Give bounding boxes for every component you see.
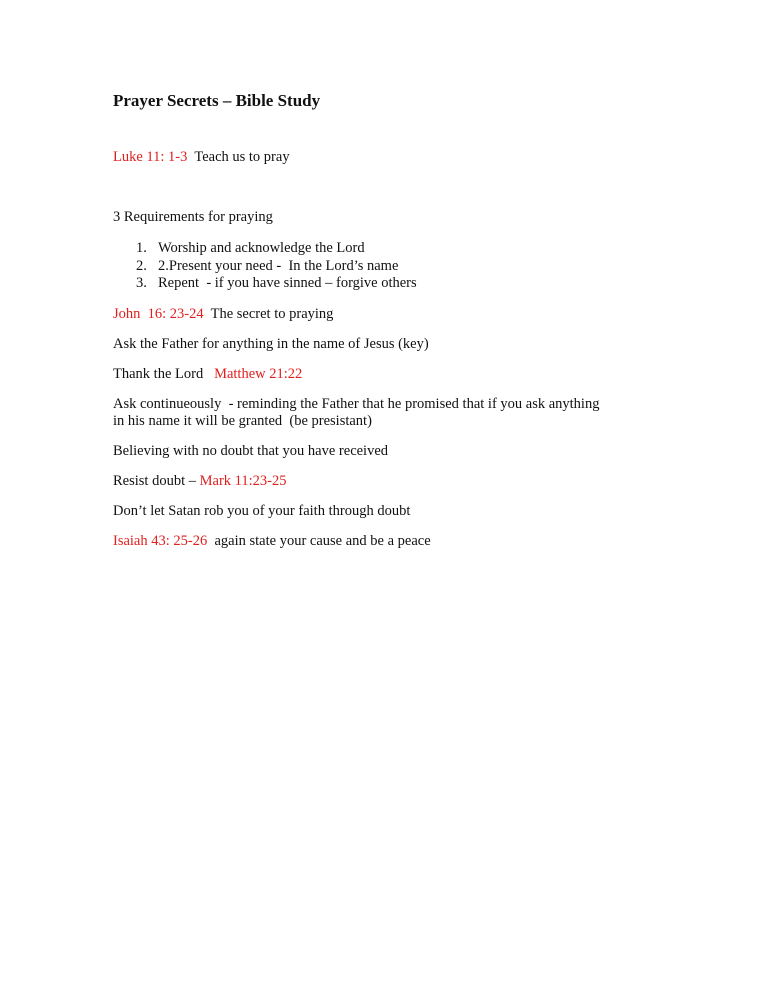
list-number: 1.	[136, 240, 147, 256]
ask-continuously-line-1: Ask continueously - reminding the Father that he promised that if you ask anything	[113, 395, 600, 412]
isaiah-reference: Isaiah 43: 25-26	[113, 532, 208, 549]
john-line	[113, 306, 673, 323]
resist-line	[113, 473, 673, 490]
luke-text: Teach us to pray	[187, 149, 290, 165]
page-title: Prayer Secrets – Bible Study	[113, 91, 321, 110]
requirements-list	[113, 240, 673, 293]
isaiah-text: again state your cause and be a peace	[207, 532, 431, 549]
list-number: 3.	[136, 275, 147, 291]
luke-reference: Luke 11: 1-3	[113, 149, 188, 165]
john-reference: John 16: 23-24	[113, 305, 204, 322]
list-text: Worship and acknowledge the Lord	[158, 240, 365, 256]
satan-line: Don’t let Satan rob you of your faith through doubt	[113, 502, 411, 519]
list-text: Repent - if you have sinned – forgive others	[158, 275, 417, 291]
list-item	[113, 240, 673, 258]
isaiah-line	[113, 533, 673, 550]
list-item	[113, 258, 673, 276]
ask-continuously-line-2: in his name it will be granted (be presistant)	[113, 412, 372, 429]
list-text: 2.Present your need - In the Lord’s name	[158, 257, 399, 274]
resist-text: Resist doubt –	[113, 472, 200, 489]
luke-line	[113, 149, 673, 166]
list-number: 2.	[136, 257, 147, 274]
ask-father-line: Ask the Father for anything in the name of Jesus (key)	[113, 335, 429, 352]
believing-line: Believing with no doubt that you have received	[113, 442, 389, 459]
requirements-heading: 3 Requirements for praying	[113, 209, 273, 225]
thank-text: Thank the Lord	[113, 365, 215, 382]
list-item	[113, 275, 673, 293]
matthew-reference: Matthew 21:22	[214, 365, 303, 382]
mark-reference: Mark 11:23-25	[199, 472, 287, 489]
document-body	[113, 88, 673, 550]
thank-line	[113, 366, 673, 383]
john-text: The secret to praying	[203, 305, 334, 322]
